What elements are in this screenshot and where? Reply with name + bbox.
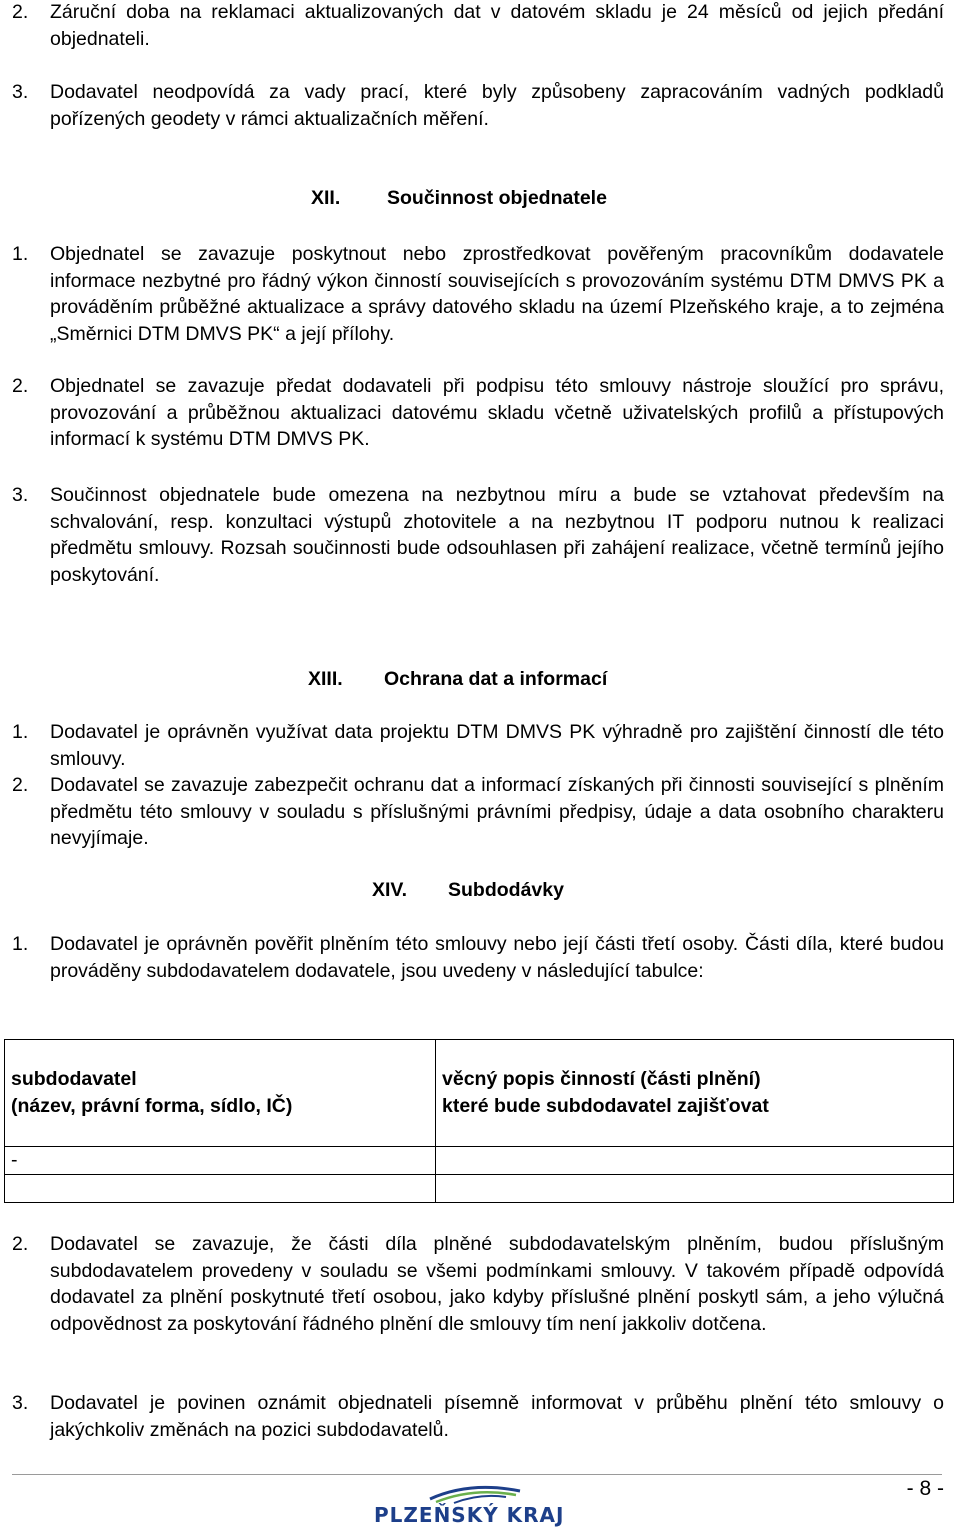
paragraph bbox=[12, 1231, 944, 1337]
table-cell: - bbox=[5, 1147, 436, 1175]
table-cell bbox=[436, 1175, 954, 1203]
paragraph-text: Objednatel se zavazuje poskytnout nebo zprostředkovat pověřeným pracovníkům dodavatele informace nezbytné pro řádný výkon činností souvisejících s provozováním systému DTM DMVS PK a prováděním průběžné aktualizace a správy datového skladu na území Plzeňského kraje, a to zejména „Směrnici DTM DMVS PK“ a její přílohy. bbox=[50, 243, 944, 345]
paragraph-text: Dodavatel se zavazuje, že části díla plněné subdodavatelským plněním, budou příslušným subdodavatelem provedeny v souladu se všemi podmínkami smlouvy. V takovém případě odpovídá dodavatel za plnění poskytnuté třetí osobou, jako kdyby příslušné plnění poskytl sám, a jeho výlučná odpovědnost za poskytování řádného plnění dle smlouvy tím není jakkoliv dotčena. bbox=[50, 1233, 944, 1335]
section-title: Ochrana dat a informací bbox=[384, 668, 608, 690]
section-number: XIV. bbox=[372, 879, 408, 901]
header-line: (název, právní forma, sídlo, IČ) bbox=[11, 1095, 293, 1117]
logo-swoosh-icon bbox=[370, 1483, 570, 1505]
subcontractor-table bbox=[4, 1039, 954, 1203]
paragraph bbox=[12, 719, 944, 772]
paragraph-number: 2. bbox=[12, 774, 29, 796]
table-header-cell bbox=[436, 1040, 954, 1147]
footer-divider bbox=[12, 1474, 942, 1475]
paragraph bbox=[12, 482, 944, 588]
plzensky-kraj-logo bbox=[370, 1483, 570, 1535]
section-heading bbox=[372, 877, 564, 903]
paragraph-number: 2. bbox=[12, 1233, 29, 1255]
logo-text: PLZEŇSKÝ KRAJ bbox=[374, 1503, 565, 1527]
header-line: věcný popis činností (části plnění) bbox=[442, 1068, 761, 1090]
table-header-cell bbox=[5, 1040, 436, 1147]
section-number: XIII. bbox=[308, 668, 343, 690]
paragraph-text: Dodavatel je oprávněn využívat data projektu DTM DMVS PK výhradně pro zajištění činností dle této smlouvy. bbox=[50, 721, 944, 770]
paragraph-number: 2. bbox=[12, 1, 29, 23]
section-heading bbox=[311, 185, 607, 211]
section-title: Subdodávky bbox=[448, 879, 564, 901]
table-row bbox=[5, 1175, 954, 1203]
section-heading bbox=[308, 666, 607, 692]
header-line: které bude subdodavatel zajišťovat bbox=[442, 1095, 769, 1117]
section-title: Součinnost objednatele bbox=[387, 187, 607, 209]
section-number: XII. bbox=[311, 187, 341, 209]
paragraph bbox=[12, 0, 944, 52]
paragraph-number: 3. bbox=[12, 1392, 29, 1414]
paragraph-number: 1. bbox=[12, 933, 29, 955]
paragraph-text: Dodavatel neodpovídá za vady prací, které byly způsobeny zapracováním vadných podkladů pořízených geodety v rámci aktualizačních měření. bbox=[50, 81, 944, 130]
table-row bbox=[5, 1147, 954, 1175]
paragraph-text: Dodavatel je oprávněn pověřit plněním této smlouvy nebo její části třetí osoby. Části díla, které budou prováděny subdodavatelem dodavatele, jsou uvedeny v následující tabulce: bbox=[50, 933, 944, 982]
table-cell bbox=[436, 1147, 954, 1175]
paragraph-text: Dodavatel se zavazuje zabezpečit ochranu dat a informací získaných při činnosti související s plněním předmětu této smlouvy v souladu s příslušnými právními předpisy, údaje a data osobního charakteru nevyjímaje. bbox=[50, 774, 944, 849]
paragraph bbox=[12, 79, 944, 132]
paragraph-text: Dodavatel je povinen oznámit objednateli písemně informovat v průběhu plnění této smlouvy o jakýchkoliv změnách na pozici subdodavatelů. bbox=[50, 1392, 944, 1441]
paragraph bbox=[12, 1390, 944, 1443]
paragraph-number: 3. bbox=[12, 484, 29, 506]
paragraph-text: Objednatel se zavazuje předat dodavateli při podpisu této smlouvy nástroje sloužící pro správu, provozování a průběžnou aktualizaci datovému skladu včetně uživatelských profilů a přístupových informací k systému DTM DMVS PK. bbox=[50, 375, 944, 450]
table-cell bbox=[5, 1175, 436, 1203]
header-line: subdodavatel bbox=[11, 1068, 137, 1090]
paragraph bbox=[12, 931, 944, 984]
paragraph-text: Záruční doba na reklamaci aktualizovaných dat v datovém skladu je 24 měsíců od jejich předání objednateli. bbox=[50, 1, 944, 50]
table-header-row bbox=[5, 1040, 954, 1147]
paragraph-text: Součinnost objednatele bude omezena na nezbytnou míru a bude se vztahovat především na schvalování, resp. konzultaci výstupů zhotovitele a na nezbytnou IT podporu nutnou k realizaci předmětu smlouvy. Rozsah součinnosti bude odsouhlasen při zahájení realizace, včetně termínů jejího poskytování. bbox=[50, 484, 944, 586]
paragraph-number: 1. bbox=[12, 721, 29, 743]
page-number: - 8 - bbox=[906, 1477, 944, 1500]
paragraph-number: 3. bbox=[12, 81, 29, 103]
paragraph bbox=[12, 241, 944, 347]
paragraph bbox=[12, 772, 944, 852]
paragraph bbox=[12, 373, 944, 453]
paragraph-number: 1. bbox=[12, 243, 29, 265]
paragraph-number: 2. bbox=[12, 375, 29, 397]
